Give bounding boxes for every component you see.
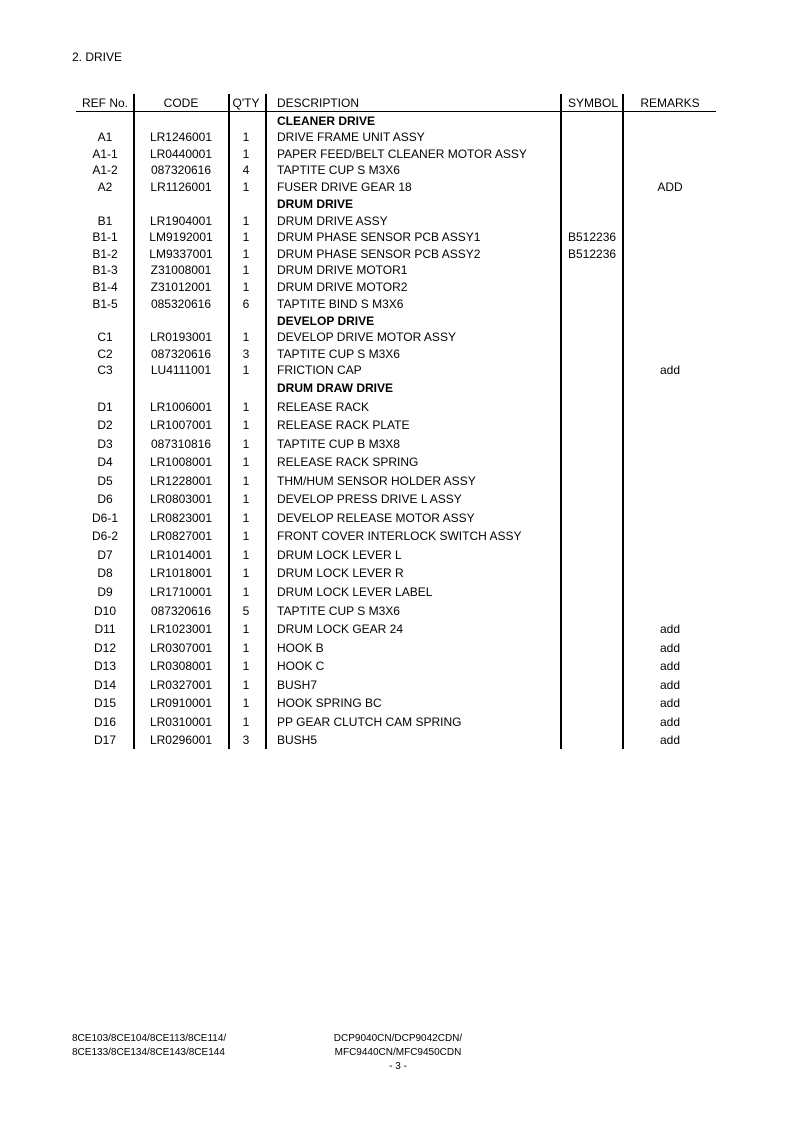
cell-qty: 1 — [242, 696, 250, 710]
table-row — [76, 620, 716, 638]
cell-desc: DRUM PHASE SENSOR PCB ASSY2 — [277, 247, 481, 261]
cell-qty: 1 — [242, 474, 250, 488]
cell-code: LR1007001 — [149, 418, 213, 432]
cell-qty: 1 — [242, 492, 250, 506]
page-number: - 3 - — [389, 1061, 407, 1072]
cell-qty: 1 — [242, 330, 250, 344]
cell-ref: C2 — [97, 347, 113, 361]
cell-qty: 1 — [242, 455, 250, 469]
cell-qty: 1 — [242, 130, 250, 144]
cell-code: LR1014001 — [149, 548, 213, 562]
table-row — [76, 261, 716, 279]
footer-products-line1: DCP9040CN/DCP9042CDN/ — [333, 1033, 463, 1044]
parts-table — [76, 94, 716, 750]
cell-desc: DRUM DRIVE ASSY — [277, 214, 388, 228]
cell-qty: 1 — [242, 548, 250, 562]
table-row — [76, 731, 716, 749]
cell-desc: BUSH7 — [277, 678, 318, 692]
cell-qty: 1 — [242, 363, 250, 377]
table-row — [76, 398, 716, 416]
table-row — [76, 416, 716, 434]
cell-code: LR0308001 — [149, 659, 213, 673]
cell-code: LR1018001 — [149, 566, 213, 580]
table-row — [76, 676, 716, 694]
cell-qty: 1 — [242, 147, 250, 161]
table-row — [76, 583, 716, 601]
cell-code: LM9192001 — [149, 230, 213, 244]
cell-sym: B512236 — [568, 230, 617, 244]
cell-code: LR0440001 — [149, 147, 213, 161]
cell-code: 085320616 — [150, 297, 212, 311]
cell-code: Z31012001 — [150, 280, 212, 294]
cell-ref: D9 — [97, 585, 113, 599]
table-row — [76, 295, 716, 313]
cell-qty: 1 — [242, 529, 250, 543]
cell-qty: 1 — [242, 418, 250, 432]
cell-qty: 1 — [242, 511, 250, 525]
section-title: 2. DRIVE — [72, 50, 123, 64]
cell-qty: 1 — [242, 280, 250, 294]
cell-qty: 1 — [242, 230, 250, 244]
table-row — [76, 657, 716, 675]
cell-qty: 1 — [242, 437, 250, 451]
cell-code: 087320616 — [150, 604, 212, 618]
table-row — [76, 435, 716, 453]
cell-desc: DRUM DRIVE MOTOR2 — [277, 280, 408, 294]
footer-products-line2: MFC9440CN/MFC9450CDN — [334, 1047, 462, 1058]
cell-ref: B1-2 — [92, 247, 118, 261]
cell-code: LR1006001 — [149, 400, 213, 414]
cell-ref: D5 — [97, 474, 113, 488]
cell-qty: 6 — [242, 297, 250, 311]
group-header-row — [76, 195, 716, 213]
cell-desc: DEVELOP DRIVE MOTOR ASSY — [277, 330, 456, 344]
header-remarks: REMARKS — [640, 96, 700, 110]
cell-code: LR0910001 — [149, 696, 213, 710]
group-header-row — [76, 379, 716, 397]
cell-desc: FUSER DRIVE GEAR 18 — [277, 180, 412, 194]
cell-ref: D6-1 — [91, 511, 118, 525]
cell-rem: add — [659, 363, 681, 377]
cell-desc: TAPTITE CUP S M3X6 — [277, 163, 400, 177]
cell-desc: DEVELOP RELEASE MOTOR ASSY — [277, 511, 475, 525]
cell-ref: C3 — [97, 363, 113, 377]
cell-desc: FRONT COVER INTERLOCK SWITCH ASSY — [277, 529, 522, 543]
cell-desc: RELEASE RACK — [277, 400, 370, 414]
cell-code: LR1904001 — [149, 214, 213, 228]
cell-ref: D12 — [93, 641, 116, 655]
table-row — [76, 228, 716, 246]
cell-qty: 4 — [242, 163, 250, 177]
cell-rem: add — [659, 659, 681, 673]
cell-code: LR0823001 — [149, 511, 213, 525]
cell-rem: add — [659, 696, 681, 710]
cell-ref: D17 — [93, 733, 116, 747]
cell-desc: DEVELOP DRIVE — [277, 314, 375, 328]
header-symbol: SYMBOL — [568, 96, 619, 110]
table-row — [76, 453, 716, 471]
cell-qty: 1 — [242, 400, 250, 414]
cell-rem: add — [659, 622, 681, 636]
table-row — [76, 602, 716, 620]
cell-code: LR1228001 — [149, 474, 213, 488]
cell-code: LR0193001 — [149, 330, 213, 344]
cell-ref: B1-1 — [92, 230, 118, 244]
table-row — [76, 328, 716, 346]
cell-code: LR0307001 — [149, 641, 213, 655]
cell-ref: B1-3 — [92, 263, 118, 277]
cell-rem: add — [659, 678, 681, 692]
cell-code: LR0803001 — [149, 492, 213, 506]
cell-code: LR1008001 — [149, 455, 213, 469]
cell-code: LR1710001 — [149, 585, 213, 599]
cell-qty: 1 — [242, 659, 250, 673]
cell-ref: A2 — [97, 180, 113, 194]
header-code: CODE — [163, 96, 199, 110]
header-ref: REF No. — [81, 96, 128, 110]
footer-products — [328, 1032, 468, 1074]
cell-desc: DRUM PHASE SENSOR PCB ASSY1 — [277, 230, 481, 244]
cell-ref: D2 — [97, 418, 113, 432]
cell-ref: B1-4 — [92, 280, 118, 294]
cell-code: LR1126001 — [150, 180, 212, 194]
footer-models-line1: 8CE103/8CE104/8CE113/8CE114/ — [72, 1033, 227, 1044]
cell-code: LR1023001 — [149, 622, 213, 636]
cell-rem: ADD — [657, 180, 683, 194]
cell-ref: B1 — [97, 214, 113, 228]
table-row — [76, 490, 716, 508]
cell-ref: D3 — [97, 437, 113, 451]
cell-desc: DRUM LOCK LEVER R — [277, 566, 404, 580]
cell-code: LR0310001 — [149, 715, 213, 729]
table-row — [76, 178, 716, 196]
cell-ref: D14 — [93, 678, 116, 692]
cell-code: LM9337001 — [149, 247, 213, 261]
cell-code: 087320616 — [150, 347, 212, 361]
cell-desc: THM/HUM SENSOR HOLDER ASSY — [277, 474, 476, 488]
table-row — [76, 564, 716, 582]
cell-desc: FRICTION CAP — [277, 363, 362, 377]
cell-qty: 1 — [242, 180, 250, 194]
table-row — [76, 128, 716, 146]
footer-models — [72, 1032, 226, 1060]
table-row — [76, 161, 716, 179]
cell-code: LR0327001 — [149, 678, 213, 692]
cell-rem: add — [659, 715, 681, 729]
cell-qty: 1 — [242, 263, 250, 277]
table-row — [76, 509, 716, 527]
cell-ref: D8 — [97, 566, 113, 580]
cell-desc: DRUM LOCK LEVER L — [277, 548, 402, 562]
cell-desc: TAPTITE CUP S M3X6 — [277, 604, 400, 618]
table-row — [76, 361, 716, 379]
cell-desc: HOOK C — [277, 659, 325, 673]
table-row — [76, 694, 716, 712]
header-qty: Q'TY — [232, 96, 260, 110]
cell-ref: D10 — [93, 604, 116, 618]
table-row — [76, 546, 716, 564]
cell-desc: CLEANER DRIVE — [277, 114, 376, 128]
cell-ref: D6 — [97, 492, 113, 506]
cell-desc: RELEASE RACK SPRING — [277, 455, 419, 469]
cell-ref: D11 — [94, 622, 116, 636]
cell-desc: TAPTITE CUP S M3X6 — [277, 347, 400, 361]
cell-ref: B1-5 — [92, 297, 118, 311]
cell-code: LR0827001 — [149, 529, 213, 543]
cell-code: LR1246001 — [149, 130, 213, 144]
cell-desc: BUSH5 — [277, 733, 318, 747]
header-description: DESCRIPTION — [277, 96, 360, 110]
cell-code: 087320616 — [150, 163, 212, 177]
cell-qty: 1 — [242, 622, 250, 636]
cell-qty: 1 — [242, 214, 250, 228]
cell-ref: D16 — [93, 715, 116, 729]
cell-desc: DRUM DRIVE MOTOR1 — [277, 263, 408, 277]
cell-ref: A1 — [97, 130, 113, 144]
cell-qty: 1 — [242, 715, 250, 729]
cell-code: 087310816 — [150, 437, 212, 451]
footer-models-line2: 8CE133/8CE134/8CE143/8CE144 — [72, 1047, 225, 1058]
table-row — [76, 472, 716, 490]
cell-desc: DRUM DRAW DRIVE — [277, 381, 393, 395]
cell-ref: D6-2 — [91, 529, 118, 543]
cell-ref: A1-1 — [92, 147, 118, 161]
cell-desc: TAPTITE CUP B M3X8 — [277, 437, 400, 451]
cell-desc: DRUM DRIVE — [277, 197, 354, 211]
table-row — [76, 278, 716, 296]
cell-desc: HOOK B — [277, 641, 324, 655]
cell-ref: C1 — [97, 330, 113, 344]
cell-desc: RELEASE RACK PLATE — [277, 418, 410, 432]
cell-ref: D7 — [97, 548, 113, 562]
cell-qty: 1 — [242, 678, 250, 692]
cell-rem: add — [659, 733, 681, 747]
cell-desc: PP GEAR CLUTCH CAM SPRING — [277, 715, 462, 729]
cell-ref: D15 — [93, 696, 116, 710]
cell-desc: DRUM LOCK GEAR 24 — [277, 622, 404, 636]
cell-qty: 1 — [242, 641, 250, 655]
cell-ref: D1 — [97, 400, 113, 414]
cell-qty: 1 — [242, 585, 250, 599]
cell-desc: DEVELOP PRESS DRIVE L ASSY — [277, 492, 462, 506]
table-row — [76, 527, 716, 545]
cell-desc: PAPER FEED/BELT CLEANER MOTOR ASSY — [277, 147, 527, 161]
cell-code: LR0296001 — [149, 733, 213, 747]
cell-rem: add — [659, 641, 681, 655]
cell-desc: HOOK SPRING BC — [277, 696, 382, 710]
cell-qty: 3 — [242, 733, 250, 747]
table-row — [76, 713, 716, 731]
cell-ref: A1-2 — [92, 163, 118, 177]
cell-qty: 1 — [242, 566, 250, 580]
cell-qty: 5 — [242, 604, 250, 618]
cell-desc: DRIVE FRAME UNIT ASSY — [277, 130, 425, 144]
cell-code: Z31008001 — [150, 263, 212, 277]
cell-sym: B512236 — [568, 247, 617, 261]
cell-ref: D4 — [97, 455, 113, 469]
cell-qty: 1 — [242, 247, 250, 261]
table-row — [76, 639, 716, 657]
cell-code: LU4111001 — [150, 363, 212, 377]
cell-qty: 3 — [242, 347, 250, 361]
cell-desc: DRUM LOCK LEVER LABEL — [277, 585, 433, 599]
cell-ref: D13 — [93, 659, 116, 673]
cell-desc: TAPTITE BIND S M3X6 — [277, 297, 404, 311]
